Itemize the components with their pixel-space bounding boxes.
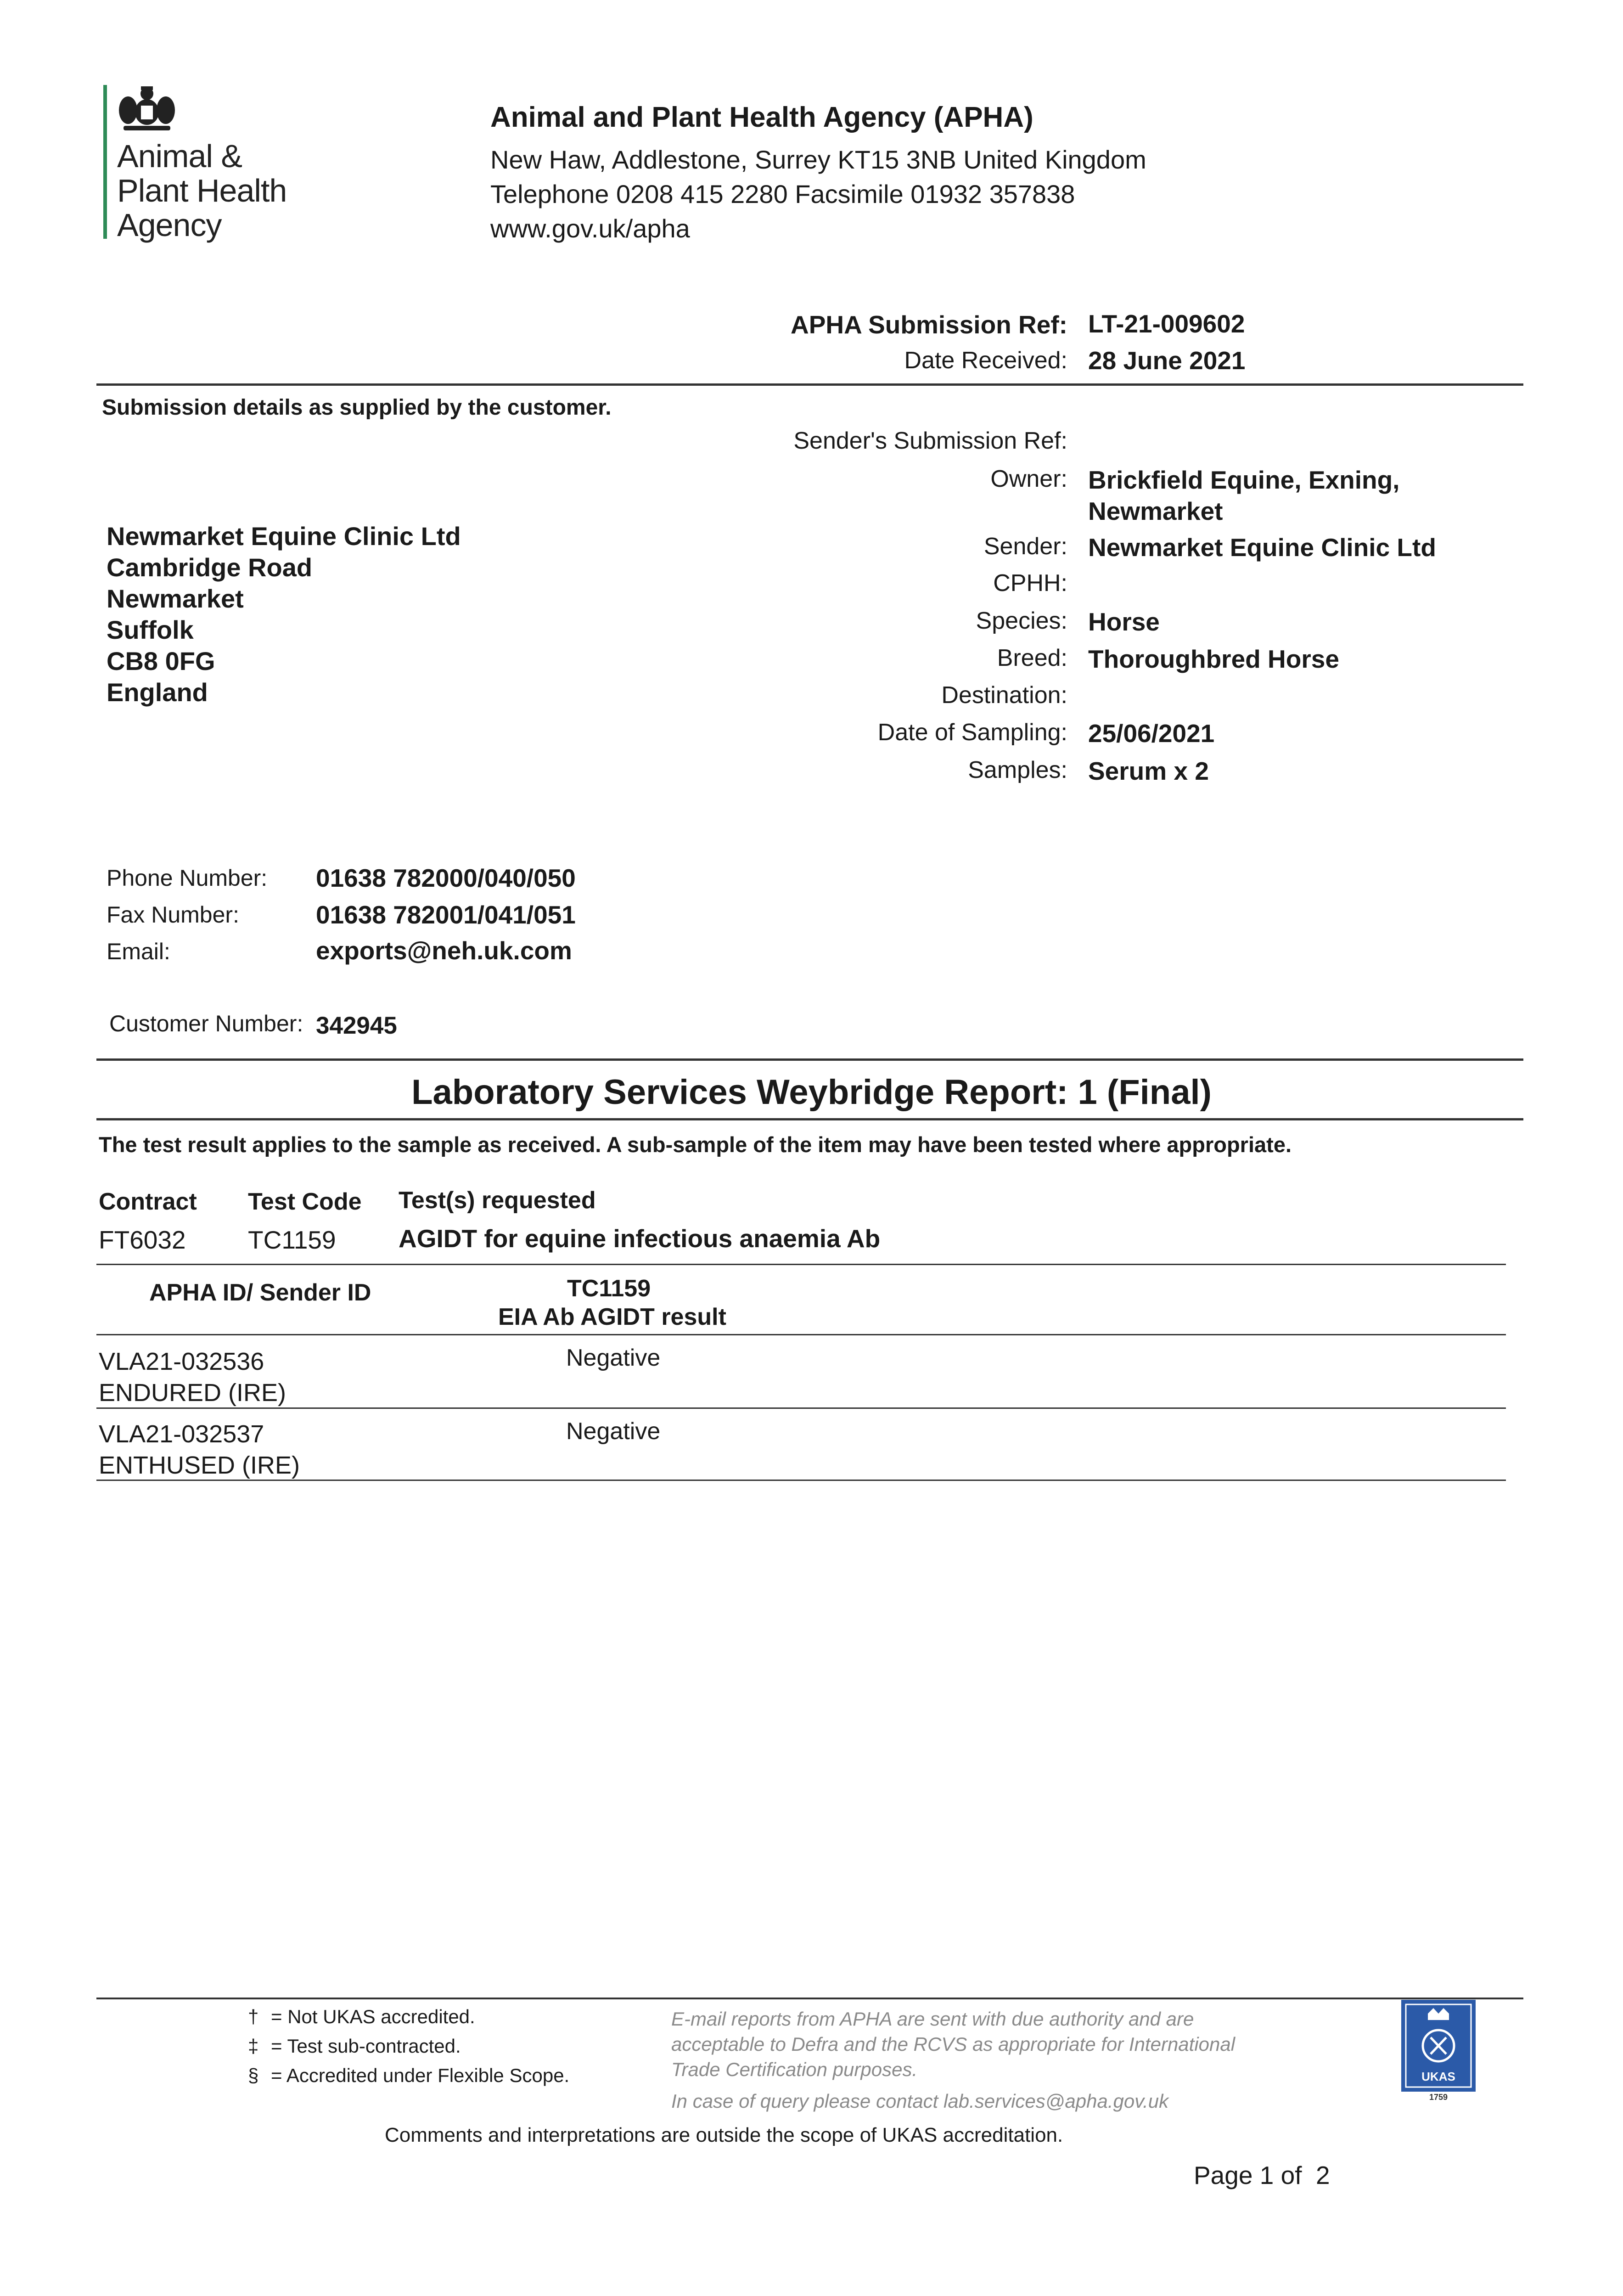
phone-value: 01638 782000/040/050 (316, 864, 576, 892)
results-row-divider (96, 1407, 1506, 1409)
sender-submission-ref-label: Sender's Submission Ref: (793, 428, 1067, 454)
species-value: Horse (1088, 608, 1160, 636)
fax-value: 01638 782001/041/051 (316, 900, 576, 929)
species-label: Species: (976, 608, 1067, 634)
customer-address-line: Newmarket (107, 584, 244, 613)
sample-result: Negative (566, 1418, 661, 1445)
samples-value: Serum x 2 (1088, 757, 1209, 785)
customer-number-label: Customer Number: (109, 1011, 303, 1036)
logo-text-line-1: Animal & (117, 138, 242, 174)
legend-text: = Not UKAS accredited. (271, 2006, 475, 2027)
ukas-number: 1759 (1429, 2093, 1448, 2102)
destination-label: Destination: (941, 682, 1067, 709)
breed-label: Breed: (997, 645, 1067, 671)
customer-number-value: 342945 (316, 1012, 397, 1039)
legend-not-accredited (248, 2006, 475, 2028)
logo-text-line-2: Plant Health (117, 173, 287, 208)
comments-note: Comments and interpretations are outside the scope of UKAS accreditation. (385, 2124, 1063, 2146)
date-of-sampling-value: 25/06/2021 (1088, 719, 1215, 748)
report-title: Laboratory Services Weybridge Report: 1 (Final) (411, 1073, 1212, 1112)
cphh-label: CPHH: (993, 570, 1067, 597)
customer-address-line: Newmarket Equine Clinic Ltd (107, 522, 461, 551)
details-heading: Submission details as supplied by the customer. (102, 395, 612, 420)
contract-header: Contract (99, 1188, 197, 1215)
tests-requested-header: Test(s) requested (399, 1187, 596, 1214)
legend-symbol: § (248, 2065, 259, 2086)
royal-crest-icon (117, 84, 177, 134)
customer-address-line: Cambridge Road (107, 553, 313, 582)
legend-symbol: † (248, 2006, 259, 2027)
phone-label: Phone Number: (107, 865, 268, 891)
sample-id: VLA21-032537 (99, 1420, 264, 1448)
ukas-text: UKAS (1421, 2070, 1455, 2083)
submission-ref-value: LT-21-009602 (1088, 310, 1245, 338)
query-note: In case of query please contact lab.services@apha.gov.uk (671, 2090, 1169, 2112)
legend-text: = Test sub-contracted. (271, 2035, 461, 2057)
report-bottom-divider (96, 1118, 1523, 1120)
email-note-line: E-mail reports from APHA are sent with due authority and are (671, 2008, 1194, 2030)
fax-label: Fax Number: (107, 902, 239, 928)
email-note-line: Trade Certification purposes. (671, 2059, 918, 2080)
results-test-name-header: EIA Ab AGIDT result (498, 1304, 726, 1330)
sample-id: VLA21-032536 (99, 1348, 264, 1375)
owner-label: Owner: (990, 466, 1067, 492)
email-note-line: acceptable to Defra and the RCVS as appropriate for International (671, 2033, 1236, 2055)
test-code-value: TC1159 (248, 1226, 336, 1254)
submission-ref-label: APHA Submission Ref: (790, 310, 1067, 339)
sample-sender-id: ENTHUSED (IRE) (99, 1452, 300, 1479)
footer-divider (96, 1998, 1523, 1999)
test-code-header: Test Code (248, 1188, 362, 1215)
email-label: Email: (107, 939, 170, 964)
sample-result: Negative (566, 1345, 661, 1371)
breed-value: Thoroughbred Horse (1088, 645, 1339, 673)
legend-text: = Accredited under Flexible Scope. (271, 2065, 570, 2086)
owner-value: Brickfield Equine, Exning, (1088, 466, 1400, 494)
apha-id-header: APHA ID/ Sender ID (149, 1279, 371, 1306)
customer-address-line: England (107, 678, 208, 707)
test-requested-value: AGIDT for equine infectious anaemia Ab (399, 1224, 881, 1253)
logo-accent-bar (103, 85, 107, 239)
agency-address: New Haw, Addlestone, Surrey KT15 3NB United Kingdom (490, 145, 1146, 174)
samples-label: Samples: (968, 757, 1067, 783)
tests-divider (96, 1264, 1506, 1265)
ukas-badge-icon (1401, 2000, 1476, 2103)
date-of-sampling-label: Date of Sampling: (877, 719, 1067, 746)
customer-address-line: Suffolk (107, 615, 194, 644)
sender-label: Sender: (983, 533, 1067, 560)
date-received-label: Date Received: (904, 347, 1067, 374)
sender-value: Newmarket Equine Clinic Ltd (1088, 533, 1436, 562)
report-top-divider (96, 1058, 1523, 1061)
sample-sender-id: ENDURED (IRE) (99, 1379, 286, 1407)
legend-symbol: ‡ (248, 2035, 259, 2057)
email-value[interactable]: exports@neh.uk.com (316, 936, 572, 965)
agency-name: Animal and Plant Health Agency (APHA) (490, 101, 1033, 133)
agency-website[interactable]: www.gov.uk/apha (490, 214, 690, 243)
logo-text-line-3: Agency (117, 207, 222, 243)
agency-phone-fax: Telephone 0208 415 2280 Facsimile 01932 357838 (490, 180, 1075, 208)
owner-value-line-2: Newmarket (1088, 497, 1223, 525)
header-divider (96, 383, 1523, 386)
legend-sub-contracted (248, 2035, 461, 2057)
results-bottom-divider (96, 1480, 1506, 1481)
applies-note: The test result applies to the sample as received. A sub-sample of the item may have been tested where appropriate. (99, 1132, 1292, 1157)
results-header-divider (96, 1334, 1506, 1335)
date-received-value: 28 June 2021 (1088, 346, 1246, 375)
contract-value: FT6032 (99, 1226, 186, 1254)
results-test-code-header: TC1159 (567, 1275, 651, 1302)
customer-address-line: CB8 0FG (107, 647, 215, 675)
page-number: Page 1 of 2 (1194, 2161, 1330, 2189)
legend-flexible-scope (248, 2065, 569, 2087)
